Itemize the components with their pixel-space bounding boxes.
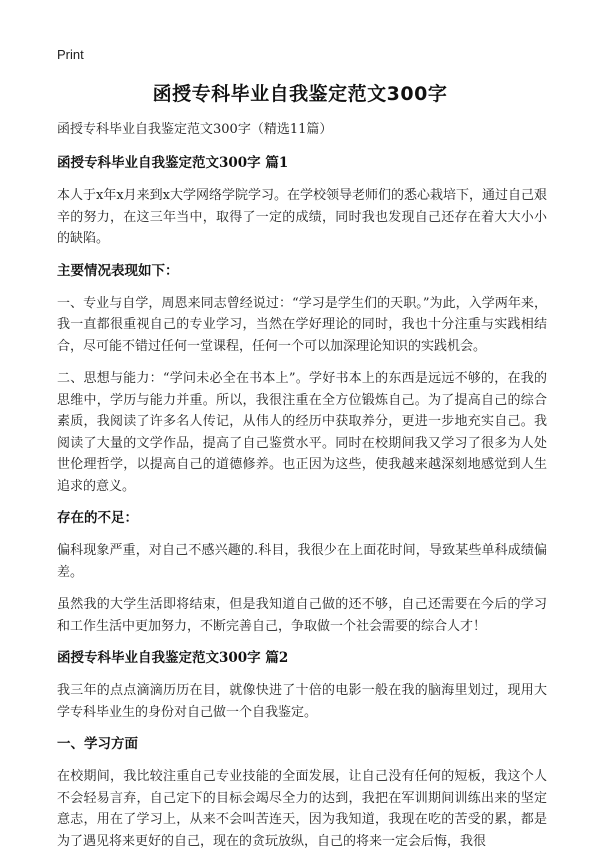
article-1-heading: 函授专科毕业自我鉴定范文300字 篇1 — [57, 155, 289, 171]
study-heading: 一、学习方面 — [57, 736, 138, 752]
point-2-paragraph: 二、思想与能力：“学问未必全在书本上”。学好书本上的东西是远远不够的，在我的思维中，学历与能力并重。所以，我很注重在全方位锻炼自己。为了提高自己的综合素质，我阅读了许多名人传记，从伟人的经历中获取养分，更进一步地充实自己。我阅读了大量的文学作品，提高了自己鉴赏水平。同时在校期间我又学习了很多为人处世伦理哲学，以提高自己的道德修养。也正因为这些，使我越来越深刻地感觉到人生追求的意义。 — [57, 371, 547, 494]
document-body — [57, 120, 547, 863]
study-paragraph: 在校期间，我比较注重自己专业技能的全面发展，让自己没有任何的短板，我这个人不会轻易言弃，自己定下的目标会竭尽全力的达到，我把在军训期间训练出来的坚定意志，用在了学习上，从来不会叫苦连天，因为我知道，我现在吃的苦受的累，都是为了遇见将来更好的自己，现在的贪玩放纵，自己的将来一定会后悔，我很 — [57, 769, 547, 849]
print-label: Print — [57, 47, 84, 62]
shortcoming-heading: 存在的不足： — [57, 510, 138, 526]
shortcoming-paragraph: 偏科现象严重，对自己不感兴趣的.科目，我很少在上面花时间，导致某些单科成绩偏差。 — [57, 543, 547, 580]
point-1-paragraph: 一、专业与自学，周恩来同志曾经说过：“学习是学生们的天职。”为此，入学两年来，我一直都很重视自己的专业学习，当然在学好理论的同时，我也十分注重与实践相结合，尽可能不错过任何一堂课程，任何一个可以加深理论知识的实践机会。 — [57, 295, 547, 354]
document-title: 函授专科毕业自我鉴定范文300字 — [152, 83, 448, 105]
article-2-intro: 我三年的点点滴滴历历在目，就像快进了十倍的电影一般在我的脑海里划过，现用大学专科毕业生的身份对自己做一个自我鉴定。 — [57, 683, 547, 720]
article-1-intro: 本人于x年x月来到x大学网络学院学习。在学校领导老师们的悉心栽培下，通过自己艰辛的努力，在这三年当中，取得了一定的成绩，同时我也发现自己还存在着大大小小的缺陷。 — [57, 188, 547, 246]
article-2-heading: 函授专科毕业自我鉴定范文300字 篇2 — [57, 650, 289, 666]
closing-paragraph: 虽然我的大学生活即将结束，但是我知道自己做的还不够，自己还需要在今后的学习和工作生活中更加努力，不断完善自己，争取做一个社会需要的综合人才！ — [57, 597, 547, 634]
main-situation-heading: 主要情况表现如下： — [57, 262, 179, 279]
document-subtitle: 函授专科毕业自我鉴定范文300字（精选11篇） — [57, 122, 333, 137]
